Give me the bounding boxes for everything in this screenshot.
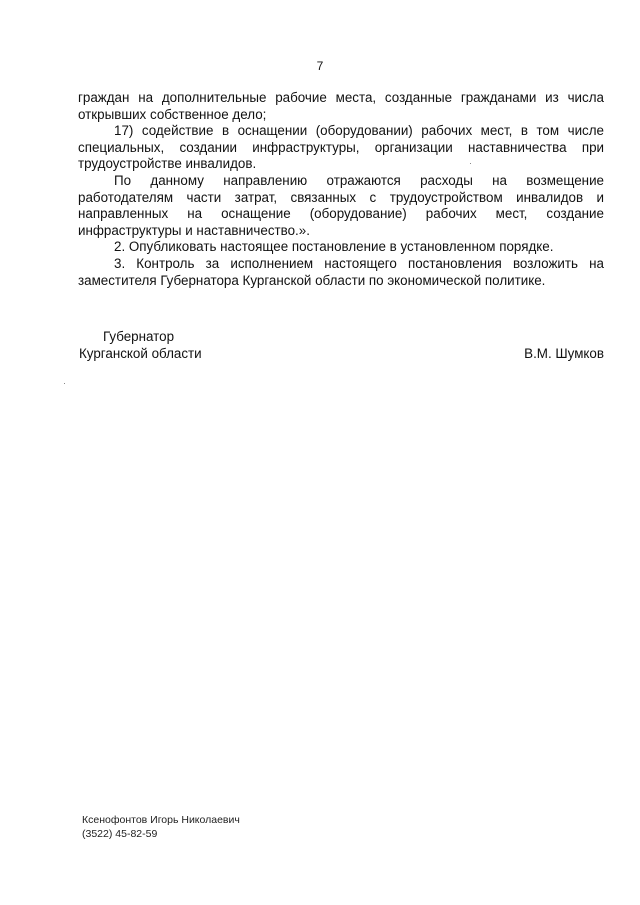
paragraph: 2. Опубликовать настоящее постановление в установленном порядке. — [114, 239, 554, 255]
scan-speck — [470, 163, 471, 164]
signatory-name: В.М. Шумков — [524, 346, 604, 361]
paragraph: 17) содействие в оснащении (оборудовании) рабочих мест, в том числе специальных, создании инфраструктуры, организации наставничества при трудоустройстве инвалидов. — [78, 123, 604, 172]
signatory-position — [79, 328, 202, 362]
signatory-position-line1: Губернатор — [103, 329, 175, 344]
executor-phone: (3522) 45-82-59 — [82, 828, 158, 840]
executor-name: Ксенофонтов Игорь Николаевич — [82, 814, 240, 826]
executor-info — [82, 813, 240, 841]
paragraph: 3. Контроль за исполнением настоящего постановления возложить на заместителя Губернатора Курганской области по экономической политике. — [78, 255, 604, 288]
paragraph: По данному направлению отражаются расходы на возмещение работодателям части затрат, связанных с трудоустройством инвалидов и направленных на оснащение (оборудование) рабочих мест, создание инфраструктуры и наставничество.». — [78, 172, 604, 238]
page-number: 7 — [316, 59, 324, 73]
signatory-position-line2: Курганской области — [79, 346, 202, 361]
paragraph: граждан на дополнительные рабочие места, созданные гражданами из числа открывших собственное дело; — [78, 90, 604, 122]
body-text — [78, 90, 604, 289]
scan-speck — [64, 383, 65, 384]
